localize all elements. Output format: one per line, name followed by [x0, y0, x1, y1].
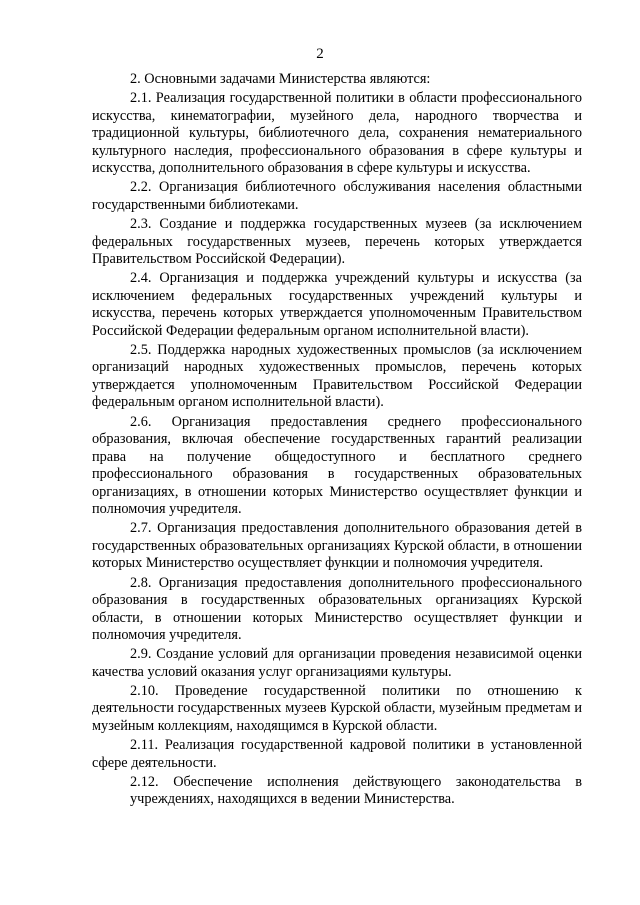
task-2-3: 2.3. Создание и поддержка государственных музеев (за исключением федеральных государственных музеев, перечень которых утверждается Правительством Российской Федерации). — [92, 216, 582, 268]
task-2-9: 2.9. Создание условий для организации проведения независимой оценки качества условий оказания услуг организациями культуры. — [92, 646, 582, 680]
task-2-4: 2.4. Организация и поддержка учреждений культуры и искусства (за исключением федеральных государственных учреждений культуры и искусства, перечень которых утверждается уполномоченным Правительством Российской Федерации федеральным органом исполнительной власти). — [92, 270, 582, 339]
task-2-11: 2.11. Реализация государственной кадровой политики в установленной сфере деятельности. — [92, 737, 582, 771]
task-2-5: 2.5. Поддержка народных художественных промыслов (за исключением организаций народных художественных промыслов, перечень которых утверждается уполномоченным Правительством Российской Федерации федеральным органом исполнительной власти). — [92, 341, 582, 411]
page-number: 2 — [316, 46, 324, 62]
task-2-7: 2.7. Организация предоставления дополнительного образования детей в государственных образовательных организациях Курской области, в отношении которых Министерство осуществляет функции и полномочия учредителя. — [92, 520, 582, 572]
task-2-10: 2.10. Проведение государственной политики по отношению к деятельности государственных музеев Курской области, музейным предметам и музейным коллекциям, находящимся в Курской области. — [92, 682, 582, 734]
section-heading: 2. Основными задачами Министерства являются: — [130, 71, 431, 87]
task-2-6: 2.6. Организация предоставления среднего профессионального образования, включая обеспечение государственных гарантий реализации права на получение общедоступного и бесплатного среднего профессионального образования в государственных образовательных организациях, в отношении которых Министерство осуществляет функции и полномочия учредителя. — [92, 413, 582, 518]
task-2-8: 2.8. Организация предоставления дополнительного профессионального образования в государственных образовательных организациях Курской области, в отношении которых Министерство осуществляет функции и полномочия учредителя. — [92, 574, 582, 643]
task-2-1: 2.1. Реализация государственной политики в области профессионального искусства, кинематографии, музейного дела, народного творчества и традиционной культуры, библиотечного дела, сохранения нематериального культурного наследия, профессионального образования в сфере культуры и искусства, дополнительного образования в сфере культуры и искусства. — [92, 90, 582, 177]
task-2-2: 2.2. Организация библиотечного обслуживания населения областными государственными библиотеками. — [92, 179, 582, 213]
document-body — [92, 71, 582, 810]
task-2-12: 2.12. Обеспечение исполнения действующего законодательства в учреждениях, находящихся в ведении Министерства. — [130, 773, 582, 808]
